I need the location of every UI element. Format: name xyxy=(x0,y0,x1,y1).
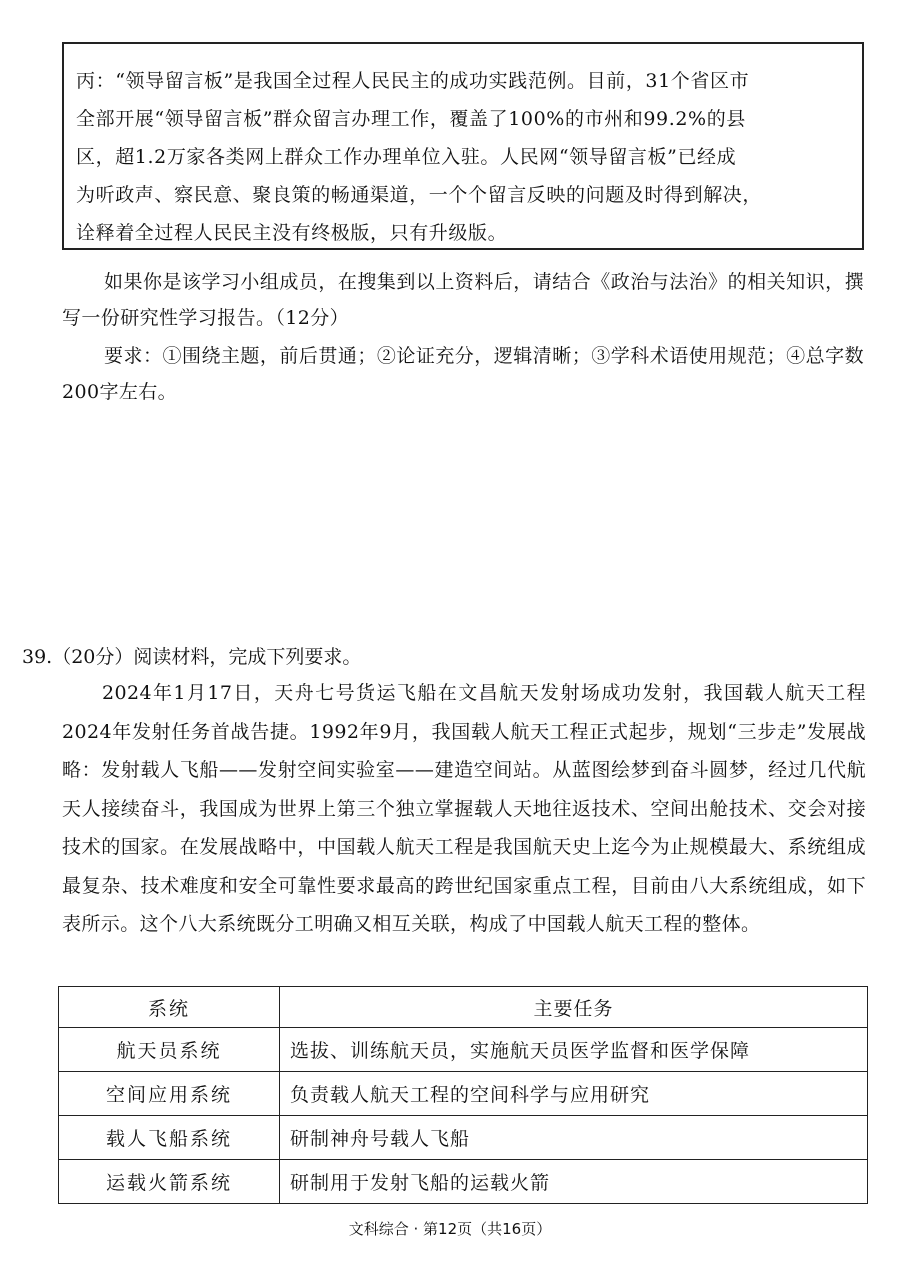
table-row xyxy=(59,1160,868,1204)
material-c-line-4: 为听政声、察民意、聚良策的畅通渠道，一个个留言反映的问题及时得到解决， xyxy=(76,184,763,206)
table-cell-system: 空间应用系统 xyxy=(59,1072,280,1116)
table-header-task: 主要任务 xyxy=(280,987,868,1028)
table-cell-task: 研制神舟号载人飞船 xyxy=(280,1116,868,1160)
material-c-line-3: 区，超1.2万家各类网上群众工作办理单位入驻。人民网“领导留言板”已经成 xyxy=(76,146,737,168)
task-requirements: 要求：①围绕主题，前后贯通；②论证充分，逻辑清晰；③学科术语使用规范；④总字数200字左右。 xyxy=(62,345,864,403)
table-row xyxy=(59,1072,868,1116)
material-c-line-2: 全部开展“领导留言板”群众留言办理工作，覆盖了100%的市州和99.2%的县 xyxy=(76,108,746,130)
table-cell-task: 研制用于发射飞船的运载火箭 xyxy=(280,1160,868,1204)
table-cell-task: 选拔、训练航天员，实施航天员医学监督和医学保障 xyxy=(280,1028,868,1072)
table-cell-task: 负责载人航天工程的空间科学与应用研究 xyxy=(280,1072,868,1116)
material-c-line-1: 丙：“领导留言板”是我国全过程人民民主的成功实践范例。目前，31个省区市 xyxy=(76,70,750,92)
question-39-header: 39.（20分）阅读材料，完成下列要求。 xyxy=(22,646,362,668)
table-row xyxy=(59,1116,868,1160)
systems-table xyxy=(58,986,868,1204)
material-c-line-5: 诠释着全过程人民民主没有终极版，只有升级版。 xyxy=(76,222,508,244)
table-cell-system: 航天员系统 xyxy=(59,1028,280,1072)
page-footer: 文科综合 · 第12页（共16页） xyxy=(348,1220,552,1238)
material-c-box xyxy=(62,42,864,250)
question-39-paragraph: 2024年1月17日，天舟七号货运飞船在文昌航天发射场成功发射，我国载人航天工程2024年发射任务首战告捷。1992年9月，我国载人航天工程正式起步，规划“三步走”发展战略：发射载人飞船——发射空间实验室——建造空间站。从蓝图绘梦到奋斗圆梦，经过几代航天人接续奋斗，我国成为世界上第三个独立掌握载人天地往返技术、空间出舱技术、交会对接技术的国家。在发展战略中，中国载人航天工程是我国航天史上迄今为止规模最大、系统组成最复杂、技术难度和安全可靠性要求最高的跨世纪国家重点工程，目前由八大系统组成，如下表所示。这个八大系统既分工明确又相互关联，构成了中国载人航天工程的整体。 xyxy=(62,682,866,935)
table-header-system: 系统 xyxy=(59,987,280,1028)
table-cell-system: 运载火箭系统 xyxy=(59,1160,280,1204)
table-cell-system: 载人飞船系统 xyxy=(59,1116,280,1160)
table-header-row xyxy=(59,987,868,1028)
task-prompt: 如果你是该学习小组成员，在搜集到以上资料后，请结合《政治与法治》的相关知识，撰写一份研究性学习报告。（12分） xyxy=(62,271,864,329)
table-row xyxy=(59,1028,868,1072)
